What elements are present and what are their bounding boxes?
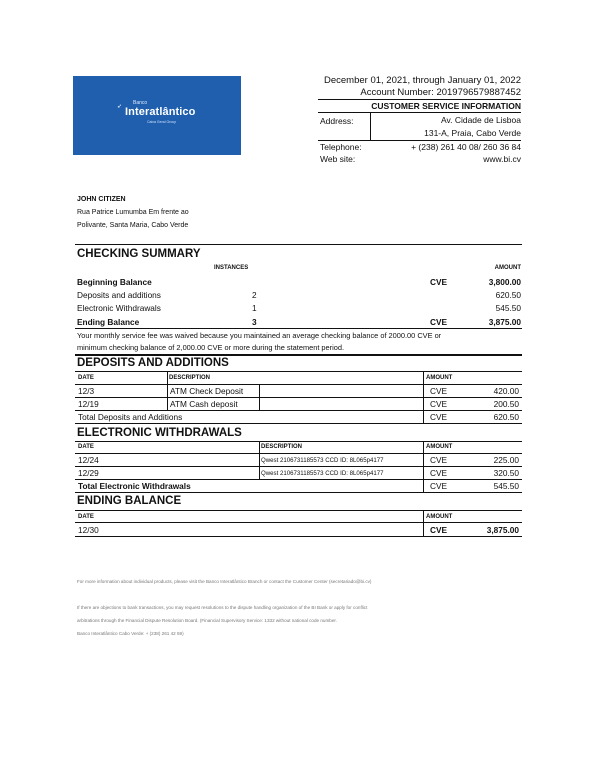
deposit-row-amount: 200.50 xyxy=(493,399,519,409)
deposits-col-description: DESCRIPTION xyxy=(169,375,211,381)
ending-balance-amount: 3,875.00 xyxy=(488,317,521,327)
withdrawals-col-amount: AMOUNT xyxy=(426,444,453,450)
divider xyxy=(370,112,371,140)
withdrawals-total-label: Total Electronic Withdrawals xyxy=(78,481,191,491)
divider xyxy=(75,536,522,537)
withdrawals-summary-amount: 545.50 xyxy=(495,303,521,313)
withdrawal-row-date: 12/29 xyxy=(78,468,99,478)
deposits-title: DEPOSITS AND ADDITIONS xyxy=(77,357,229,369)
deposits-summary-amount: 620.50 xyxy=(495,290,521,300)
ending-date: 12/30 xyxy=(78,525,99,535)
withdrawals-title: ELECTRONIC WITHDRAWALS xyxy=(77,427,242,439)
footer-line1: For more information about individual products, please visit the Banco Interatlântico Branch or contact the Customer Center (secretariado@bi.cv) xyxy=(77,579,372,584)
divider xyxy=(318,140,521,141)
logo-main-text: Interatlântico xyxy=(125,106,196,118)
logo-small-text: Banco xyxy=(133,100,148,106)
footer-line4: Banco Interatlântico Cabo Verde: + (238) 261 42 59) xyxy=(77,631,184,636)
website: www.bi.cv xyxy=(483,154,521,164)
beginning-balance-amount: 3,800.00 xyxy=(488,277,521,287)
deposit-row-description: ATM Check Deposit xyxy=(170,386,244,396)
divider xyxy=(75,510,522,511)
divider xyxy=(75,479,522,480)
withdrawals-col-description: DESCRIPTION xyxy=(261,444,303,450)
divider xyxy=(259,384,260,410)
customer-address-line1: Rua Patrice Lumumba Em frente ao xyxy=(77,209,189,216)
customer-address-line2: Polivante, Santa Maria, Cabo Verde xyxy=(77,222,189,229)
divider xyxy=(75,453,522,454)
fee-note-line2: minimum checking balance of 2,000.00 CVE or more during the statement period. xyxy=(77,343,345,352)
ending-col-date: DATE xyxy=(78,514,94,520)
divider xyxy=(75,522,522,523)
statement-period: December 01, 2021, through January 01, 2022 xyxy=(324,75,521,86)
deposit-row-currency: CVE xyxy=(430,399,448,409)
deposits-summary-label: Deposits and additions xyxy=(77,290,161,300)
deposit-row-date: 12/3 xyxy=(78,386,95,396)
address-line2: 131-A, Praia, Cabo Verde xyxy=(424,128,521,138)
account-number: 2019796579887452 xyxy=(436,87,521,98)
customer-name: JOHN CITIZEN xyxy=(77,196,126,203)
account-number-line xyxy=(300,87,521,98)
withdrawal-row-amount: 320.50 xyxy=(493,468,519,478)
withdrawals-total-amount: 545.50 xyxy=(493,481,519,491)
withdrawals-total-currency: CVE xyxy=(430,481,448,491)
withdrawal-row-currency: CVE xyxy=(430,468,448,478)
beginning-balance-currency: CVE xyxy=(430,277,448,287)
divider xyxy=(423,510,424,536)
deposit-row-date: 12/19 xyxy=(78,399,99,409)
deposits-col-date: DATE xyxy=(78,375,94,381)
checking-summary-title: CHECKING SUMMARY xyxy=(77,248,201,260)
account-number-label: Account Number: xyxy=(360,87,434,98)
ending-balance-currency: CVE xyxy=(430,317,448,327)
ending-currency: CVE xyxy=(430,525,448,535)
deposit-row-description: ATM Cash deposit xyxy=(170,399,238,409)
withdrawals-summary-label: Electronic Withdrawals xyxy=(77,303,161,313)
divider xyxy=(75,354,522,356)
withdrawals-summary-instances: 1 xyxy=(252,303,257,313)
ending-balance-label: Ending Balance xyxy=(77,317,140,327)
deposits-total-amount: 620.50 xyxy=(493,412,519,422)
divider xyxy=(75,384,522,385)
ending-balance-instances: 3 xyxy=(252,317,257,327)
divider xyxy=(423,371,424,423)
divider xyxy=(259,441,260,479)
telephone: + (238) 261 40 08/ 260 36 84 xyxy=(411,142,521,152)
divider xyxy=(75,397,522,398)
divider xyxy=(75,492,522,493)
telephone-label: Telephone: xyxy=(320,142,362,152)
withdrawal-row-currency: CVE xyxy=(430,455,448,465)
ending-col-amount: AMOUNT xyxy=(426,514,453,520)
deposits-summary-instances: 2 xyxy=(252,290,257,300)
divider xyxy=(75,441,522,442)
divider xyxy=(75,371,522,372)
customer-service-title: CUSTOMER SERVICE INFORMATION xyxy=(371,101,521,111)
ending-amount: 3,875.00 xyxy=(486,525,519,535)
deposits-total-label: Total Deposits and Additions xyxy=(78,412,183,422)
withdrawal-row-amount: 225.00 xyxy=(493,455,519,465)
deposit-row-amount: 420.00 xyxy=(493,386,519,396)
divider xyxy=(423,441,424,492)
divider xyxy=(75,328,522,329)
withdrawals-col-date: DATE xyxy=(78,444,94,450)
col-amount-header: AMOUNT xyxy=(494,265,521,271)
divider xyxy=(75,410,522,411)
ending-balance-title: ENDING BALANCE xyxy=(77,495,182,507)
beginning-balance-label: Beginning Balance xyxy=(77,277,152,287)
website-label: Web site: xyxy=(320,154,356,164)
divider xyxy=(75,466,522,467)
divider xyxy=(75,244,522,245)
divider xyxy=(167,371,168,410)
divider xyxy=(75,423,522,424)
deposits-total-currency: CVE xyxy=(430,412,448,422)
footer-line2: If there are objections to bank transactions, you may request resolutions to the dispute handling organization of the BI Bank or apply for conflict xyxy=(77,605,368,610)
footer-line3: arbitrations through the Financial Dispute Resolution Board. (Financial Supervisory Service: 1332 without national code number. xyxy=(77,618,337,623)
divider xyxy=(318,112,521,113)
col-instances-header: INSTANCES xyxy=(214,265,249,271)
address-label: Address: xyxy=(320,116,354,126)
deposit-row-currency: CVE xyxy=(430,386,448,396)
bank-logo xyxy=(73,76,241,155)
logo-sub-text: Caixa Geral Group xyxy=(147,120,177,124)
withdrawal-row-description: Qwest 2106731185573 CCD ID: 8L065p4177 xyxy=(261,470,384,477)
deposits-col-amount: AMOUNT xyxy=(426,375,453,381)
withdrawal-row-date: 12/24 xyxy=(78,455,99,465)
divider xyxy=(318,99,521,100)
address-line1: Av. Cidade de Lisboa xyxy=(440,115,521,125)
logo-bird-icon: ➶ xyxy=(117,104,123,110)
fee-note-line1: Your monthly service fee was waived because you maintained an average checking balance of 2000.00 CVE or xyxy=(77,331,442,340)
withdrawal-row-description: Qwest 2106731185573 CCD ID: 8L065p4177 xyxy=(261,457,384,464)
